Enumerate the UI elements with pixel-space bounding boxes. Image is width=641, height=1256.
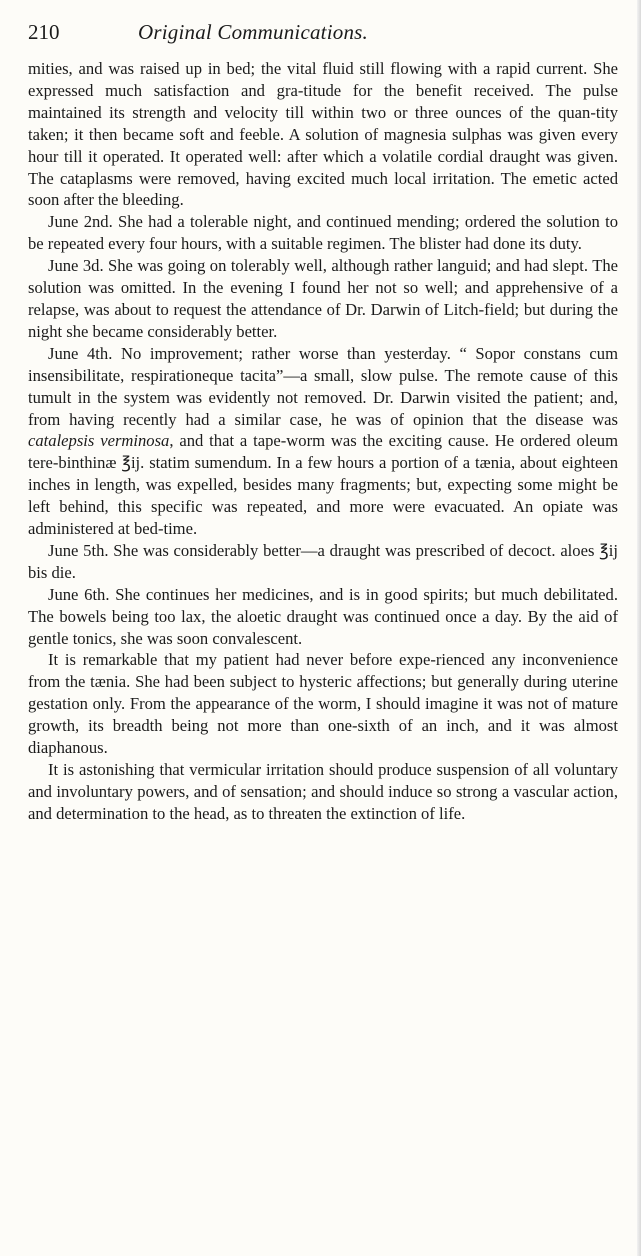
- paragraph-june-6th: [28, 584, 618, 650]
- body-text: [28, 58, 618, 825]
- paragraph-june-4th: [28, 343, 618, 540]
- text-segment: It is remarkable that my patient had never before expe-rienced any inconvenience from the tænia. She had been subject to hysteric affections; but generally during uterine gestation only. From the appearance of the worm, I should imagine it was not of mature growth, its breadth being not more than one-sixth of an inch, and it was almost diaphanous.: [28, 650, 618, 758]
- paragraph-1: [28, 58, 618, 211]
- text-segment: June 6th. She continues her medicines, and is in good spirits; but much debilitated. The bowels being too lax, the aloetic draught was continued once a day. By the aid of gentle tonics, she was soon convalescent.: [28, 584, 618, 648]
- paragraph-remark: [28, 649, 618, 759]
- text-segment: June 3d. She was going on tolerably well, although rather languid; and had slept. The solution was omitted. In the evening I found her not so well; and apprehensive of a relapse, was about to request the attendance of Dr. Darwin of Litch-field; but during the night she became considerably better.: [28, 256, 618, 341]
- running-head: [28, 12, 618, 52]
- page-edge-shadow: [637, 0, 641, 1256]
- text-segment: mities, and was raised up in bed; the vital fluid still flowing with a rapid current. She expressed much satisfaction and gra-titude for the benefit received. The pulse maintained its strength and velocity till within two or three ounces of the quan-tity taken; it then became soft and feeble. A solution of magnesia sulphas was given every hour till it operated. It operated well: after which a volatile cordial draught was given. The cataplasms were removed, having excited much local irritation. The emetic acted soon after the bleeding.: [28, 59, 618, 210]
- text-segment: June 5th. She was considerably better—a draught was prescribed of decoct. aloes ℥ij bis die.: [28, 540, 618, 582]
- text-segment: , and that a tape-worm was the exciting cause. He ordered oleum tere-binthinæ ℥ij. statim sumendum. In a few hours a portion of a tænia, about eighteen inches in length, was expelled, besides many fragments; but, expecting some might be left behind, this specific was repeated, and more were evacuated. An opiate was administered at bed-time.: [28, 431, 618, 539]
- italic-term: catalepsis verminosa: [28, 431, 170, 451]
- paragraph-june-2nd: [28, 211, 618, 255]
- text-segment: June 4th. No improvement; rather worse than yesterday. “ Sopor constans cum insensibilitate, respirationeque tacita”—a small, slow pulse. The remote cause of this tumult in the system was evidently not removed. Dr. Darwin visited the patient; and, from having recently had a similar case, he was of opinion that the disease was: [28, 343, 618, 429]
- page-number: 210: [28, 20, 60, 44]
- running-title: Original Communications.: [138, 20, 368, 44]
- paragraph-conclusion: [28, 759, 618, 825]
- text-segment: June 2nd. She had a tolerable night, and continued mending; ordered the solution to be repeated every four hours, with a suitable regimen. The blister had done its duty.: [28, 212, 618, 254]
- paragraph-june-3d: [28, 255, 618, 343]
- paragraph-june-5th: [28, 540, 618, 584]
- text-segment: It is astonishing that vermicular irritation should produce suspension of all voluntary and involuntary powers, and of sensation; and should induce so strong a vascular action, and determination to the head, as to threaten the extinction of life.: [28, 760, 618, 823]
